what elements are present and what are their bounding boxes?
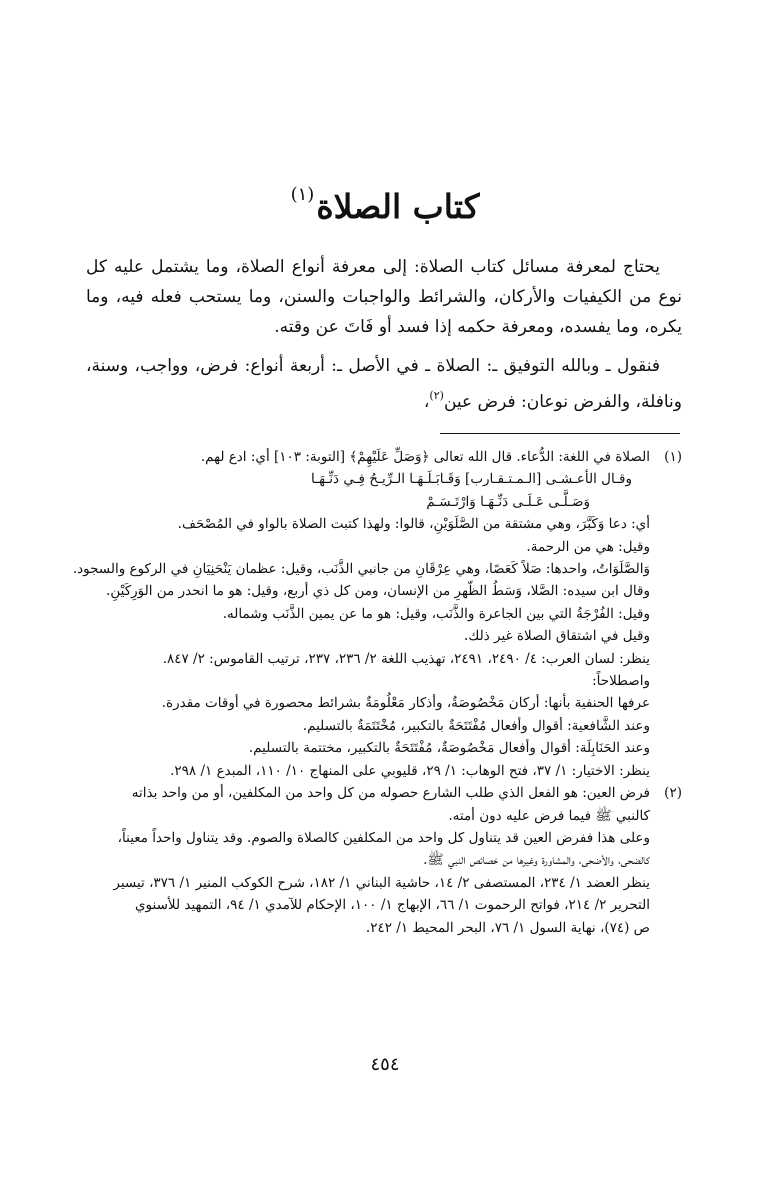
footnotes	[70, 446, 682, 939]
footnote-line: وقيل في اشتقاق الصلاة غير ذلك.	[463, 628, 650, 645]
footnote-line: وقال ابن سيده: الصَّلا، وَسَطُ الظَّهرِ من الإنسان، ومن كل ذي أربع، وقيل: هو ما انحدر من الوَرِكَيْنِ.	[106, 583, 650, 600]
footnote-line: ينظر العضد ١/ ٢٣٤، المستصفى ٢/ ١٤، حاشية البناني ١/ ١٨٢، شرح الكوكب المنير ١/ ٣٧٦، تيسير	[113, 874, 650, 891]
footnote-number: (٢)	[664, 785, 682, 802]
poem-verse-line: وقـال الأعـشـى [الـمـتـقـارب] وَقَـابَـلَـهَـا الـرِّيـحُ فِـي دَنِّـهَـا	[311, 471, 632, 488]
footnote-line: فرض العين: هو الفعل الذي طلب الشارع حصوله من كل واحد من المكلفين، أو من واحد بذاته	[131, 785, 650, 802]
footnote-line: الصلاة في اللغة: الدُّعاء. قال الله تعالى ﴿وَصَلِّ عَلَيْهِمْ﴾ [التوبة: ١٠٣] أي: ادع لهم.	[200, 449, 650, 465]
footnote-line: كالضحى، والأضحى، والمشاورة وغيرها من خصائص النبي ﷺ.	[423, 852, 650, 869]
footnote-line: عرفها الحنفية بأنها: أركان مَخْصُوصَةٌ، وأذكار مَعْلُومَةٌ بشرائط محصورة في أوقات مقدرة.	[161, 695, 650, 712]
footnote-separator	[440, 433, 680, 434]
footnote-line: وقيل: هي من الرحمة.	[526, 538, 650, 555]
footnote-line: ص (٧٤)، نهاية السول ١/ ٧٦، البحر المحيط ١/ ٢٤٢.	[365, 919, 650, 936]
page-number: ٤٥٤	[370, 1054, 400, 1075]
footnote-2	[70, 782, 682, 939]
footnote-line: ينظر: لسان العرب: ٤/ ٢٤٩٠، ٢٤٩١، تهذيب اللغة ٢/ ٢٣٦، ٢٣٧، ترتيب القاموس: ٢/ ٨٤٧.	[162, 650, 650, 667]
chapter-title	[0, 170, 770, 232]
footnote-line: وَالصَّلَوَاتُ، واحدها: صَلاً كَعَصًا، وهي عِرْقَانِ من جانبي الذَّنَب، وقيل: عظمان يَنْحَنِيَانِ في الركوع والسجود.	[72, 561, 650, 578]
footnote-line: وعند الشَّافعية: أقوال وأفعال مُفْتَتَحَةٌ بالتكبير، مُخْتَتَمَةٌ بالتسليم.	[302, 717, 650, 734]
footnote-1	[70, 446, 682, 782]
chapter-title-text: كتاب الصلاة	[316, 187, 480, 227]
footnote-line: وعند الحَنَابِلَة: أقوال وأفعال مَخْصُوصَةٌ، مُفْتَتَحَةٌ بالتكبير، مختتمة بالتسليم.	[248, 740, 650, 757]
body-paragraph-2-tail: ،	[423, 392, 430, 412]
footnote-line: وعلى هذا ففرض العين قد يتناول كل واحد من المكلفين كالصلاة والصوم. وقد يتناول واحداً معيناً،	[117, 829, 650, 846]
body-footnote-ref-2[interactable]: (٢)	[429, 389, 444, 402]
footnote-line: كالنبي ﷺ فيما فرض عليه دون أمته.	[448, 807, 650, 824]
body-paragraph-1: يحتاج لمعرفة مسائل كتاب الصلاة: إلى معرفة أنواع الصلاة، وما يشتمل عليه كل نوع من الكيفيات والأركان، والشرائط والواجبات والسنن، وما يستحب فعله فيه، وما يكره، وما يفسده، ومعرفة حكمه إذا فسد أو فَاتَ عن وقته.	[86, 257, 682, 337]
footnote-number: (١)	[664, 449, 682, 465]
footnote-line: التحرير ٢/ ٢١٤، فواتح الرحموت ١/ ٦٦، الإبهاج ١/ ١٠٠، الإحكام للآمدي ١/ ٩٤، التمهيد للأسنوي	[134, 897, 650, 914]
footnote-line: ينظر: الاختيار: ١/ ٣٧، فتح الوهاب: ١/ ٢٩، قليوبي على المنهاج ١٠/ ١١٠، المبدع ١/ ٢٩٨.	[170, 762, 650, 779]
body-paragraph-2	[86, 351, 682, 417]
title-footnote-ref[interactable]: (١)	[290, 184, 315, 206]
footnote-line: وقيل: الفُرْجَةُ التي بين الجاعرة والذَّنَب، وقيل: هو ما عن يمين الذَّنَب وشماله.	[222, 605, 650, 622]
footnote-line: أي: دعا وَكَبَّرَ، وهي مشتقة من الصَّلَوَيْنِ، قالوا: ولهذا كتبت الصلاة بالواو في المُصْحَف.	[177, 516, 650, 533]
footnote-line: واصطلاحاً:	[592, 673, 650, 690]
main-text	[86, 252, 682, 426]
body-paragraph-2-text: فنقول ـ وبالله التوفيق ـ: الصلاة ـ في الأصل ـ: أربعة أنواع: فرض، وواجب، وسنة، ونافلة، والفرض نوعان: فرض عين	[86, 356, 682, 412]
poem-verse-line: وَصَـلَّـى عَـلَـى دَنِّـهَـا وَارْتَـسَـمْ	[426, 493, 590, 510]
